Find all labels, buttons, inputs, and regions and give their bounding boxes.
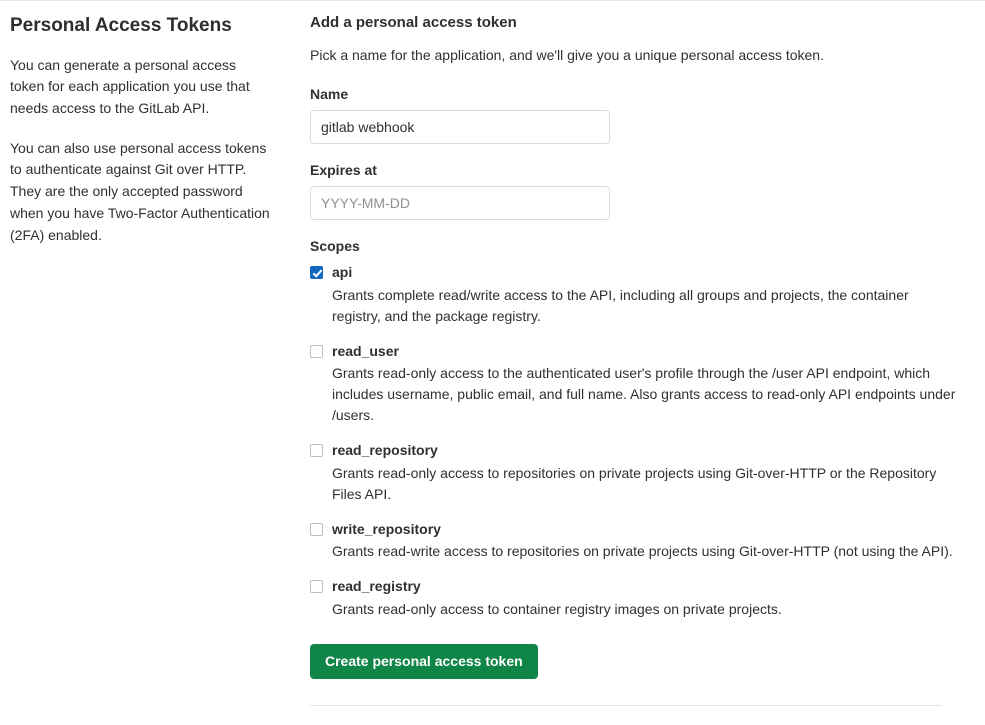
- name-field-group: [310, 86, 985, 144]
- scope-checkbox-read-registry[interactable]: [310, 580, 323, 593]
- scope-row[interactable]: [310, 264, 985, 327]
- scope-row[interactable]: [310, 343, 985, 427]
- scope-row[interactable]: [310, 442, 985, 505]
- scope-name: read_registry: [332, 578, 421, 594]
- scope-row[interactable]: [310, 578, 985, 620]
- name-input[interactable]: [310, 110, 610, 144]
- expires-field-group: [310, 162, 985, 220]
- scope-name: write_repository: [332, 520, 441, 537]
- scope-checkbox-write-repository[interactable]: [310, 523, 323, 536]
- page-title: Personal Access Tokens: [10, 15, 232, 36]
- scope-description: Grants complete read/write access to the API, including all groups and projects, the container registry, and the package registry.: [332, 286, 909, 324]
- form-title: Add a personal access token: [310, 14, 517, 31]
- scope-description: Grants read-only access to the authenticated user's profile through the /user API endpoint, which includes username, public email, and full name. Also grants access to read-only API endpoints under /users.: [332, 365, 956, 423]
- form-subtitle: Pick a name for the application, and we'll give you a unique personal access token.: [310, 47, 824, 63]
- scope-description: Grants read-only access to repositories on private projects using Git-over-HTTP or the Repository Files API.: [332, 464, 937, 502]
- token-form: [300, 14, 985, 706]
- sidebar-paragraph-1: You can generate a personal access token for each application you use that needs access to the GitLab API.: [10, 56, 250, 117]
- expires-at-label: Expires at: [310, 162, 377, 178]
- create-personal-access-token-button[interactable]: Create personal access token: [310, 644, 538, 679]
- scope-name: read_user: [332, 342, 399, 359]
- scope-description: Grants read-write access to repositories on private projects using Git-over-HTTP (not using the API).: [332, 543, 953, 559]
- scope-name: api: [332, 264, 353, 280]
- top-divider: [0, 0, 985, 1]
- name-label: Name: [310, 86, 349, 102]
- scope-description: Grants read-only access to container registry images on private projects.: [332, 600, 782, 617]
- sidebar-info: [0, 14, 300, 706]
- scope-row[interactable]: [310, 521, 985, 563]
- scope-name: read_repository: [332, 442, 438, 458]
- scopes-label: Scopes: [310, 238, 360, 254]
- scope-checkbox-read-repository[interactable]: [310, 444, 323, 457]
- scope-checkbox-api[interactable]: [310, 266, 323, 279]
- expires-at-input[interactable]: [310, 186, 610, 220]
- bottom-divider: [310, 705, 942, 706]
- scope-checkbox-read-user[interactable]: [310, 345, 323, 358]
- sidebar-paragraph-2: You can also use personal access tokens to authenticate against Git over HTTP. They are the only accepted password when you have Two-Factor Authentication (2FA) enabled.: [10, 139, 270, 243]
